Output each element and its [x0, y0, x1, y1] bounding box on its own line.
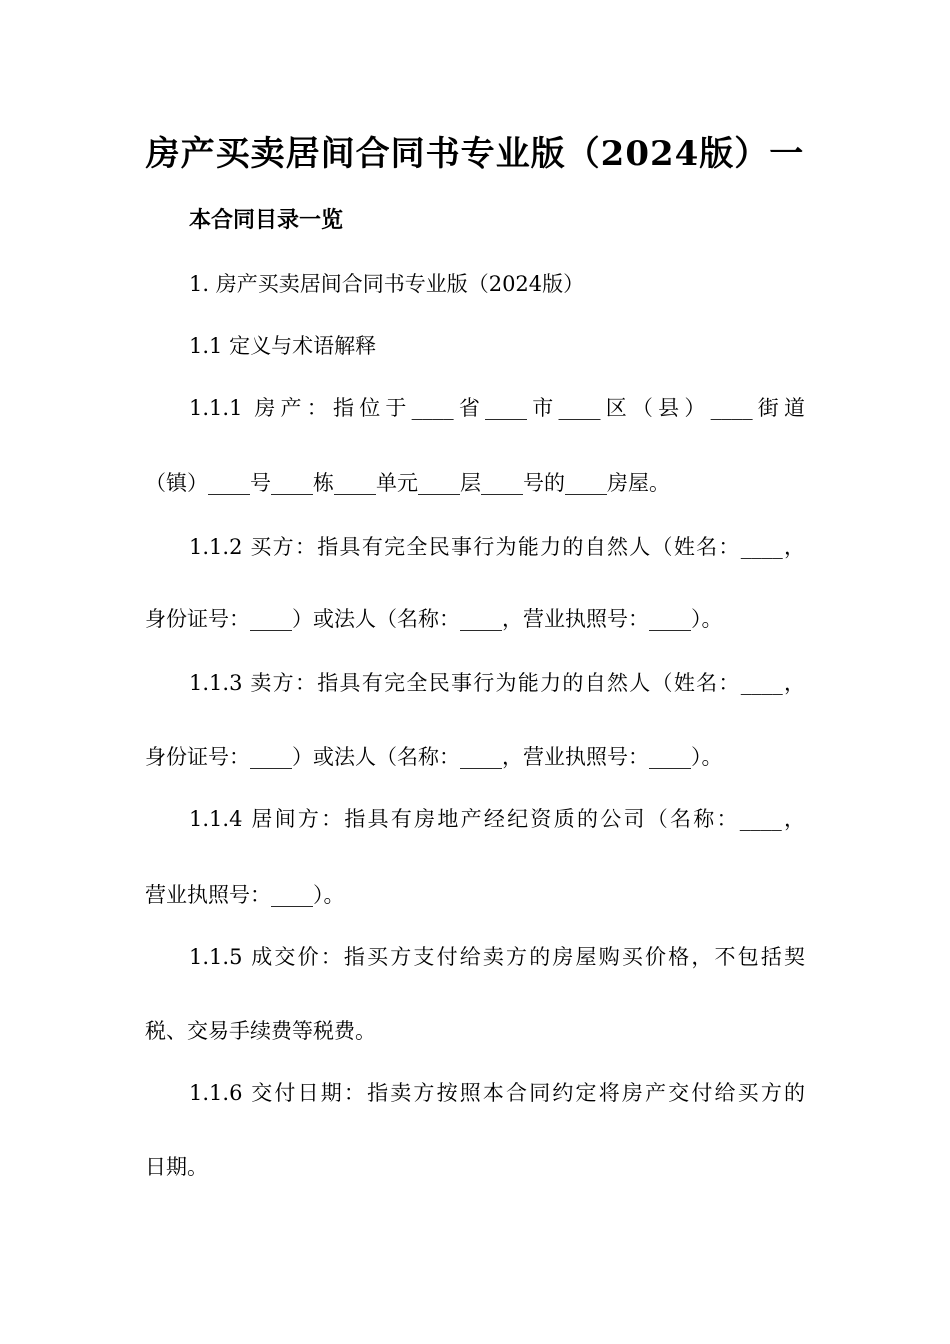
clause-line: 1.1.3 卖方：指具有完全民事行为能力的自然人（姓名：____， — [189, 671, 805, 695]
clause-line: 1.1.5 成交价：指买方支付给卖方的房屋购买价格，不包括契 — [189, 945, 805, 969]
clause-line: 身份证号：____）或法人（名称：____，营业执照号：____）。 — [145, 607, 723, 631]
clause-line: 日期。 — [145, 1155, 208, 1179]
toc-heading: 本合同目录一览 — [189, 207, 344, 233]
clause-line: 营业执照号：____）。 — [145, 883, 345, 907]
clause-line: 1.1.1 房产：指位于____省____市____区（县）____街道 — [189, 396, 805, 420]
toc-line: 1.1 定义与术语解释 — [189, 334, 377, 358]
clause-line: 1.1.6 交付日期：指卖方按照本合同约定将房产交付给买方的 — [189, 1081, 805, 1105]
clause-line: （镇）____号____栋____单元____层____号的____房屋。 — [145, 471, 670, 495]
document-title: 房产买卖居间合同书专业版（2024版）一 — [145, 134, 805, 174]
clause-line: 1.1.2 买方：指具有完全民事行为能力的自然人（姓名：____， — [189, 535, 805, 559]
toc-line: 1. 房产买卖居间合同书专业版（2024版） — [189, 272, 585, 296]
clause-line: 税、交易手续费等税费。 — [145, 1019, 376, 1043]
clause-line: 1.1.4 居间方：指具有房地产经纪资质的公司（名称：____， — [189, 807, 805, 831]
clause-line: 身份证号：____）或法人（名称：____，营业执照号：____）。 — [145, 745, 723, 769]
